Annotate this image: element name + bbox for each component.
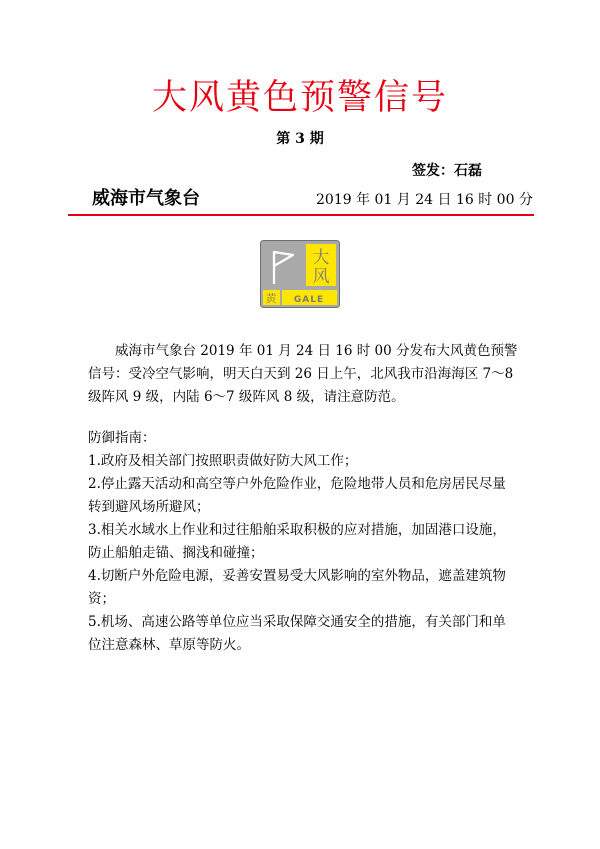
icon-text-top: 大 [312, 248, 330, 268]
issue-datetime: 2019 年 01 月 24 日 16 时 00 分 [316, 192, 533, 208]
icon-level-label: 黄 [265, 292, 277, 305]
icon-english-label: GALE [293, 295, 325, 305]
guide-item: 1.政府及相关部门按照职责做好防大风工作； [88, 453, 358, 469]
guide-title: 防御指南： [88, 430, 156, 446]
defense-guide [88, 427, 518, 657]
icon-text-bottom: 风 [312, 267, 330, 287]
guide-item: 2.停止露天活动和高空等户外危险作业，危险地带人员和危房居民尽量转到避风场所避风； [88, 476, 506, 515]
guide-item: 4.切断户外危险电源，妥善安置易受大风影响的室外物品，遮盖建筑物资； [88, 568, 506, 607]
issuing-organization: 威海市气象台 [92, 188, 200, 209]
page-title: 大风黄色预警信号 [151, 78, 448, 118]
warning-paragraph: 威海市气象台 2019 年 01 月 24 日 16 时 00 分发布大风黄色预警信号：受冷空气影响，明天白天到 26 日上午，北风我市沿海海区 7～8 级阵风 9 级，内陆 6～7 级阵风 8 级，请注意防范。 [88, 343, 518, 405]
guide-item: 5.机场、高速公路等单位应当采取保障交通安全的措施，有关部门和单位注意森林、草原等防火。 [88, 614, 506, 653]
issue-number: 第 3 期 [276, 131, 324, 147]
red-divider [68, 214, 534, 216]
signer: 签发：石磊 [412, 163, 482, 179]
gale-yellow-warning-icon [260, 240, 340, 308]
guide-item: 3.相关水域水上作业和过往船舶采取积极的应对措施，加固港口设施，防止船舶走锚、搁浅和碰撞； [88, 522, 506, 561]
